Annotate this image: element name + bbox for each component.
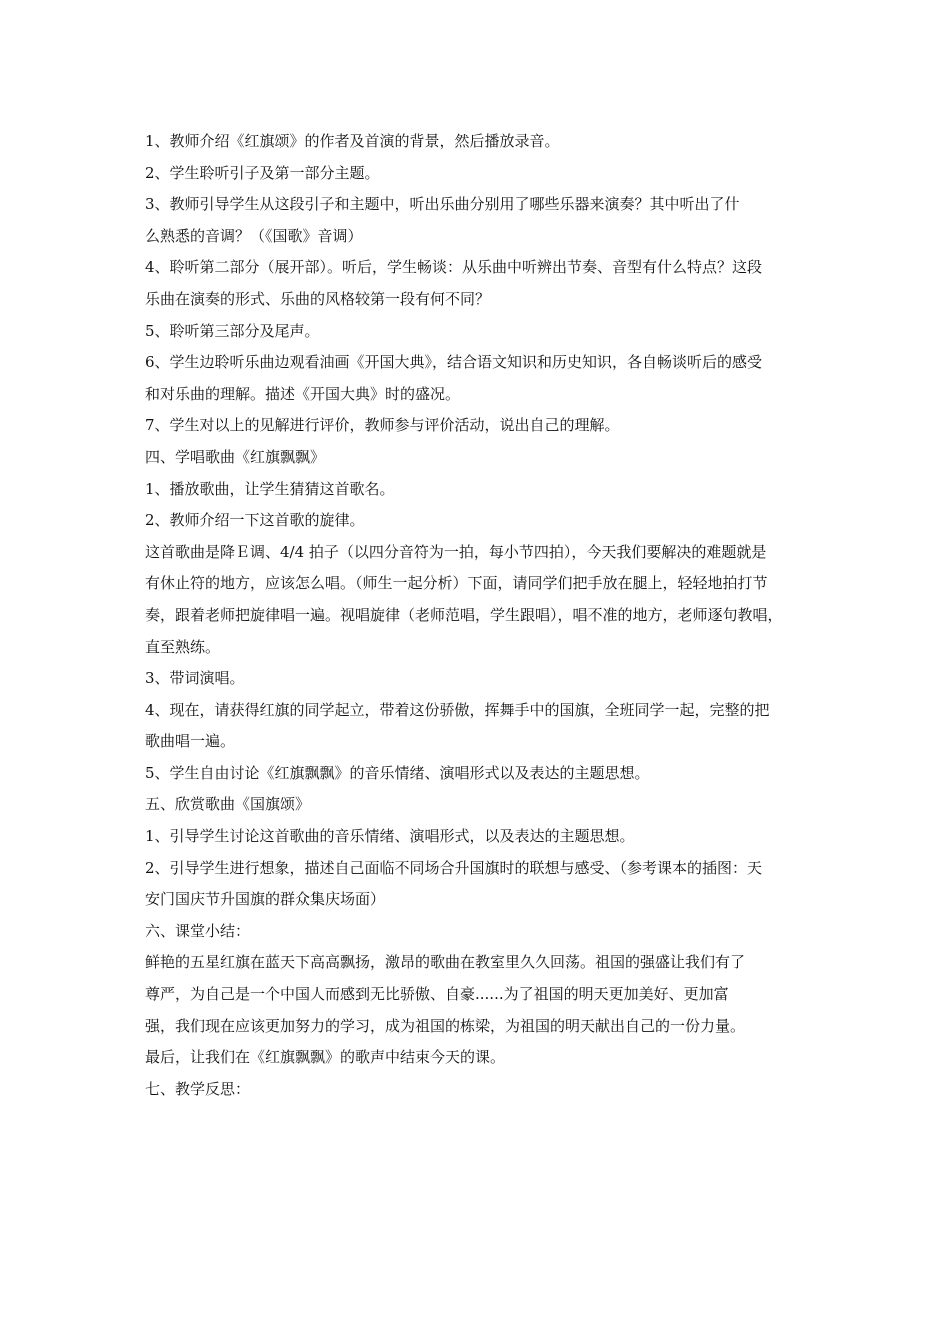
text-line: 2、学生聆听引子及第一部分主题。 (145, 163, 380, 182)
text-line: 乐曲在演奏的形式、乐曲的风格较第一段有何不同？ (145, 289, 491, 308)
document-body (145, 126, 811, 1105)
text-line: 五、欣赏歌曲《国旗颂》 (145, 795, 311, 814)
text-line: 鲜艳的五星红旗在蓝天下高高飘扬，激昂的歌曲在教室里久久回荡。祖国的强盛让我们有了 (145, 953, 746, 972)
text-line: 和对乐曲的理解。描述《开国大典》时的盛况。 (145, 384, 461, 403)
text-line: 七、教学反思： (145, 1079, 251, 1098)
text-line: 这首歌曲是降Ｅ调、4/4 拍子（以四分音符为一拍，每小节四拍），今天我们要解决的难题就是 (145, 542, 767, 561)
text-line: 直至熟练。 (145, 637, 221, 656)
text-line: 3、教师引导学生从这段引子和主题中，听出乐曲分别用了哪些乐器来演奏？其中听出了什 (145, 195, 740, 214)
text-line: 2、引导学生进行想象，描述自己面临不同场合升国旗时的联想与感受、（参考课本的插图：天 (145, 858, 763, 877)
text-line: 六、课堂小结： (145, 921, 251, 940)
text-line: 1、引导学生讨论这首歌曲的音乐情绪、演唱形式，以及表达的主题思想。 (145, 827, 635, 846)
text-line: 有休止符的地方，应该怎么唱。（师生一起分析）下面，请同学们把手放在腿上，轻轻地拍打节 (145, 574, 768, 593)
text-line: 尊严，为自己是一个中国人而感到无比骄傲、自豪......为了祖国的明天更加美好、更加富 (145, 985, 729, 1004)
text-line: 7、学生对以上的见解进行评价，教师参与评价活动，说出自己的理解。 (145, 416, 620, 435)
text-line: 最后，让我们在《红旗飘飘》的歌声中结束今天的课。 (145, 1048, 506, 1067)
text-line: 歌曲唱一遍。 (145, 732, 236, 751)
text-line: 5、学生自由讨论《红旗飘飘》的音乐情绪、演唱形式以及表达的主题思想。 (145, 763, 650, 782)
text-line: 4、聆听第二部分（展开部）。听后，学生畅谈：从乐曲中听辨出节奏、音型有什么特点？这段 (145, 258, 763, 277)
text-line: 1、播放歌曲，让学生猜猜这首歌名。 (145, 479, 395, 498)
text-line: 6、学生边聆听乐曲边观看油画《开国大典》，结合语文知识和历史知识，各自畅谈听后的感受 (145, 353, 763, 372)
text-line: 2、教师介绍一下这首歌的旋律。 (145, 511, 365, 530)
text-line: 安门国庆节升国旗的群众集庆场面） (145, 890, 386, 909)
text-line: 5、聆听第三部分及尾声。 (145, 321, 320, 340)
text-line: 4、现在，请获得红旗的同学起立，带着这份骄傲，挥舞手中的国旗，全班同学一起，完整的把 (145, 700, 770, 719)
text-line: 1、教师介绍《红旗颂》的作者及首演的背景，然后播放录音。 (145, 132, 560, 150)
text-line: 3、带词演唱。 (145, 669, 245, 688)
text-line: 么熟悉的音调？（《国歌》音调） (145, 226, 363, 245)
text-line: 四、学唱歌曲《红旗飘飘》 (145, 447, 326, 466)
text-line: 奏，跟着老师把旋律唱一遍。视唱旋律（老师范唱，学生跟唱），唱不准的地方，老师逐句教唱， (145, 605, 783, 624)
text-line: 强，我们现在应该更加努力的学习，成为祖国的栋梁，为祖国的明天献出自己的一份力量。 (145, 1016, 746, 1035)
